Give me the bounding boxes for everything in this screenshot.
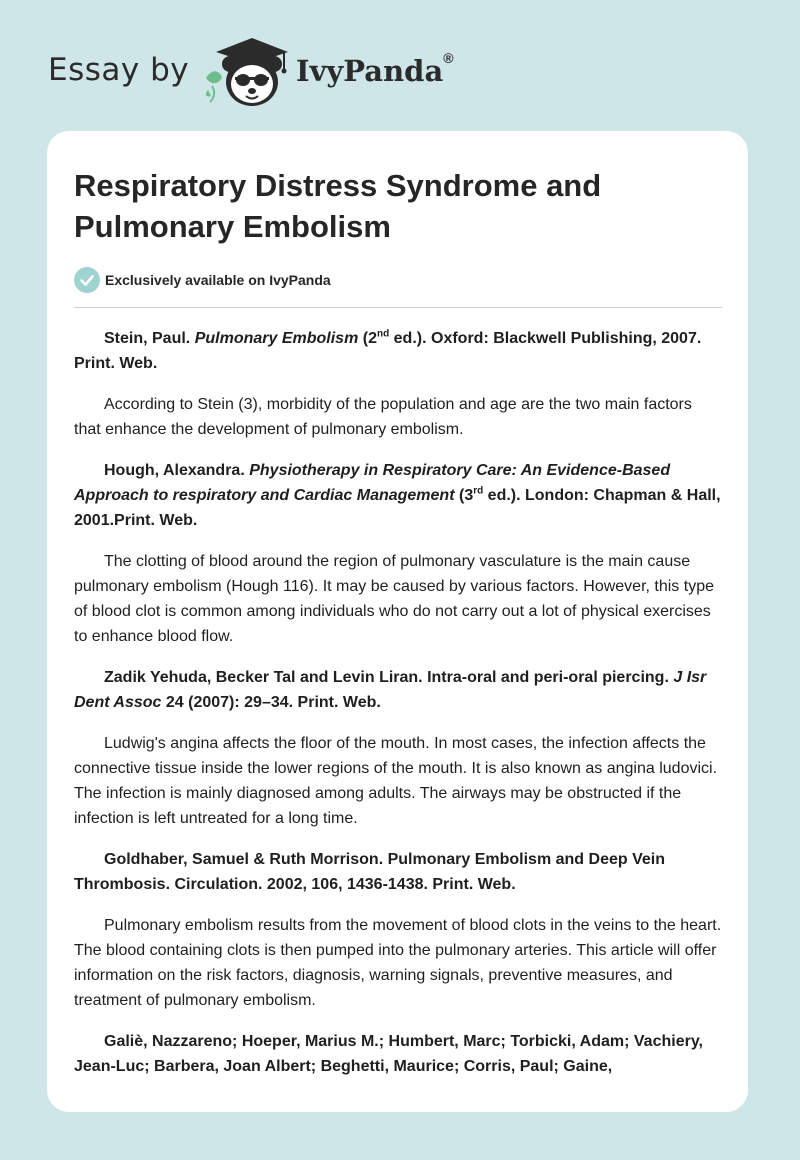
annotation-paragraph: Pulmonary embolism results from the movement of blood clots in the veins to the heart. The blood containing clots is then pumped into the pulmonary arteries. This article will offer information on the risk factors, diagnosis, warning signals, preventive measures, and treatment of pulmonary embolism. xyxy=(74,917,722,1009)
panda-graduation-cap-icon[interactable] xyxy=(202,34,294,110)
annotation-paragraph: According to Stein (3), morbidity of the population and age are the two main factors that enhance the development of pulmonary embolism. xyxy=(74,396,692,438)
reference-entry: Hough, Alexandra. Physiotherapy in Respiratory Care: An Evidence-Based Approach to respiratory and Cardiac Management (3rd ed.). London: Chapman & Hall, 2001.Print. Web. xyxy=(74,462,721,529)
badge-label: Exclusively available on IvyPanda xyxy=(105,272,331,288)
annotation-paragraph: Ludwig's angina affects the floor of the mouth. In most cases, the infection affects the connective tissue inside the lower regions of the mouth. It is also known as angina ludovici. The infection is mainly diagnosed among adults. The airways may be obstructed if the infection is left untreated for a long time. xyxy=(74,735,718,827)
essay-card xyxy=(47,131,748,1112)
reference-entry: Stein, Paul. Pulmonary Embolism (2nd ed.). Oxford: Blackwell Publishing, 2007. Print. Web. xyxy=(74,328,702,372)
check-circle-icon xyxy=(74,267,100,293)
page-title: Respiratory Distress Syndrome and Pulmonary Embolism xyxy=(74,168,602,244)
reference-entry: Zadik Yehuda, Becker Tal and Levin Liran. Intra-oral and peri-oral piercing. J Isr Dent Assoc 24 (2007): 29–34. Print. Web. xyxy=(74,669,707,711)
essay-body xyxy=(74,326,722,1079)
exclusive-badge xyxy=(74,266,722,294)
reference-entry: Goldhaber, Samuel & Ruth Morrison. Pulmonary Embolism and Deep Vein Thrombosis. Circulation. 2002, 106, 1436-1438. Print. Web. xyxy=(74,851,665,893)
site-header xyxy=(0,0,800,130)
essay-by-label: Essay by xyxy=(48,52,190,88)
brand-logo-text[interactable]: IvyPanda® xyxy=(296,50,454,88)
reference-entry: Galiè, Nazzareno; Hoeper, Marius M.; Humbert, Marc; Torbicki, Adam; Vachiery, Jean-Luc; Barbera, Joan Albert; Beghetti, Maurice; Corris, Paul; Gaine, xyxy=(74,1033,703,1075)
divider xyxy=(74,307,722,308)
annotation-paragraph: The clotting of blood around the region of pulmonary vasculature is the main cause pulmonary embolism (Hough 116). It may be caused by various factors. However, this type of blood clot is common among individuals who do not carry out a lot of physical exercises to enhance blood flow. xyxy=(74,553,714,645)
